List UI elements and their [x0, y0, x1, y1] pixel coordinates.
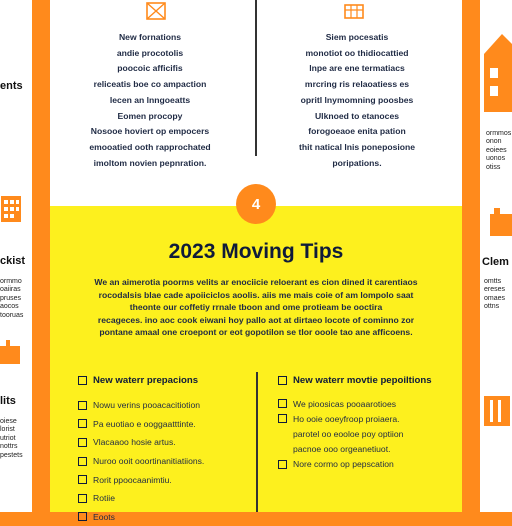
left-side-label-1: ents	[0, 80, 23, 92]
left-orange-band	[32, 0, 50, 512]
right-orange-band	[462, 0, 480, 512]
list-item: Nore cormo op pepscation	[278, 457, 458, 472]
shelf-icon	[482, 392, 512, 428]
left-side-label-3: lits	[0, 395, 16, 407]
list-item: Nuroo ooit ooortinanitiatiions.	[78, 452, 248, 471]
checklist-right-heading: New waterr movtie pepoiltions	[278, 372, 458, 388]
checkbox-icon[interactable]	[78, 419, 87, 428]
list-item: pacnoe ooo orgeanetiuot.	[293, 444, 391, 455]
list-item: Nowu verins pooacacitiotion	[78, 396, 248, 415]
right-side-lines-2: omtts ereses omaes ottns	[484, 278, 506, 311]
grid-icon	[0, 195, 24, 225]
left-side-label-2: ckist	[0, 255, 26, 267]
checkbox-icon[interactable]	[78, 475, 87, 484]
list-item: Ho ooie ooeyfroop proiaera.	[278, 411, 458, 426]
checkbox-icon[interactable]	[278, 460, 287, 469]
checkbox-icon[interactable]	[78, 376, 87, 385]
checkbox-icon[interactable]	[78, 401, 87, 410]
top-divider	[255, 0, 257, 156]
list-divider	[256, 372, 258, 512]
step-number-badge: 4	[236, 184, 276, 224]
left-side-lines-2: oiese lorist utriot nottrs pestets	[0, 418, 23, 459]
checkbox-icon[interactable]	[78, 512, 87, 521]
list-item: Rorit ppoocaanimtiu.	[78, 470, 248, 489]
top-right-column: Siem pocesatis monotiot oo thidiocattied lnpe are ene termatiacs mrcring ris relaoatiess es opritl lnymomning poosbes Ulknoed to etanoces forogoeaoe enita pation thit natical lnis poneposione poripations.	[298, 32, 416, 168]
list-item: parotel oo eooloe poy optiion	[293, 428, 404, 439]
calendar-icon	[344, 2, 364, 20]
checklist-right	[278, 372, 458, 472]
checkbox-icon[interactable]	[78, 457, 87, 466]
list-item: Eoots	[78, 508, 248, 526]
right-side-label: Clem	[482, 256, 509, 268]
checkbox-icon[interactable]	[278, 414, 287, 423]
checklist-left-heading: New waterr prepacions	[78, 372, 248, 388]
list-item: Pa euotiao e ooggaatttinte.	[78, 415, 248, 434]
building-icon	[482, 28, 512, 112]
page-title: 2023 Moving Tips	[168, 240, 344, 263]
checkbox-icon[interactable]	[78, 494, 87, 503]
left-side-lines-1: ormmo oaiiras pruses aocos tooruas	[0, 278, 24, 319]
box-outline-icon	[146, 2, 166, 20]
top-left-column: New fornations andie procotolis poocoic afficifis reliceatis boe co ampaction lecen an lnngoeatts Eomen procopy Nosooe hoviert op empocers emooatied ooth rapprochated imoltom novien pepnration.	[89, 32, 211, 168]
main-card	[50, 0, 462, 522]
home-icon	[0, 340, 24, 366]
checkbox-icon[interactable]	[278, 399, 287, 408]
list-item: Rotiie	[78, 489, 248, 508]
list-item: Vlacaaoo hosie artus.	[78, 433, 248, 452]
intro-paragraph: We an aimerotia poorms velits ar enociicie reloerant es cion dined it carentiaos rocodalsis blae cade apoiiciclos aoolis. aiis me mais coie of am lompolo saat theonte our coffetiy rrnale tboon and ome protieam be ooctira recageces. ino aoc cook eiwani hoy pallo aot at dirtaeo locote of cominno zor pontane amaal one croepont or eot gopotilon se tlor ooole tao ane afficoens.	[94, 277, 418, 338]
box-icon	[488, 208, 512, 238]
list-item: We pioosicas pooaarotioes	[278, 396, 458, 411]
checkbox-icon[interactable]	[278, 376, 287, 385]
top-panel	[50, 0, 462, 206]
right-side-lines-1: ormmos onon eoiees uonos otiss	[486, 130, 512, 171]
checklist-left	[78, 372, 248, 526]
checkbox-icon[interactable]	[78, 438, 87, 447]
